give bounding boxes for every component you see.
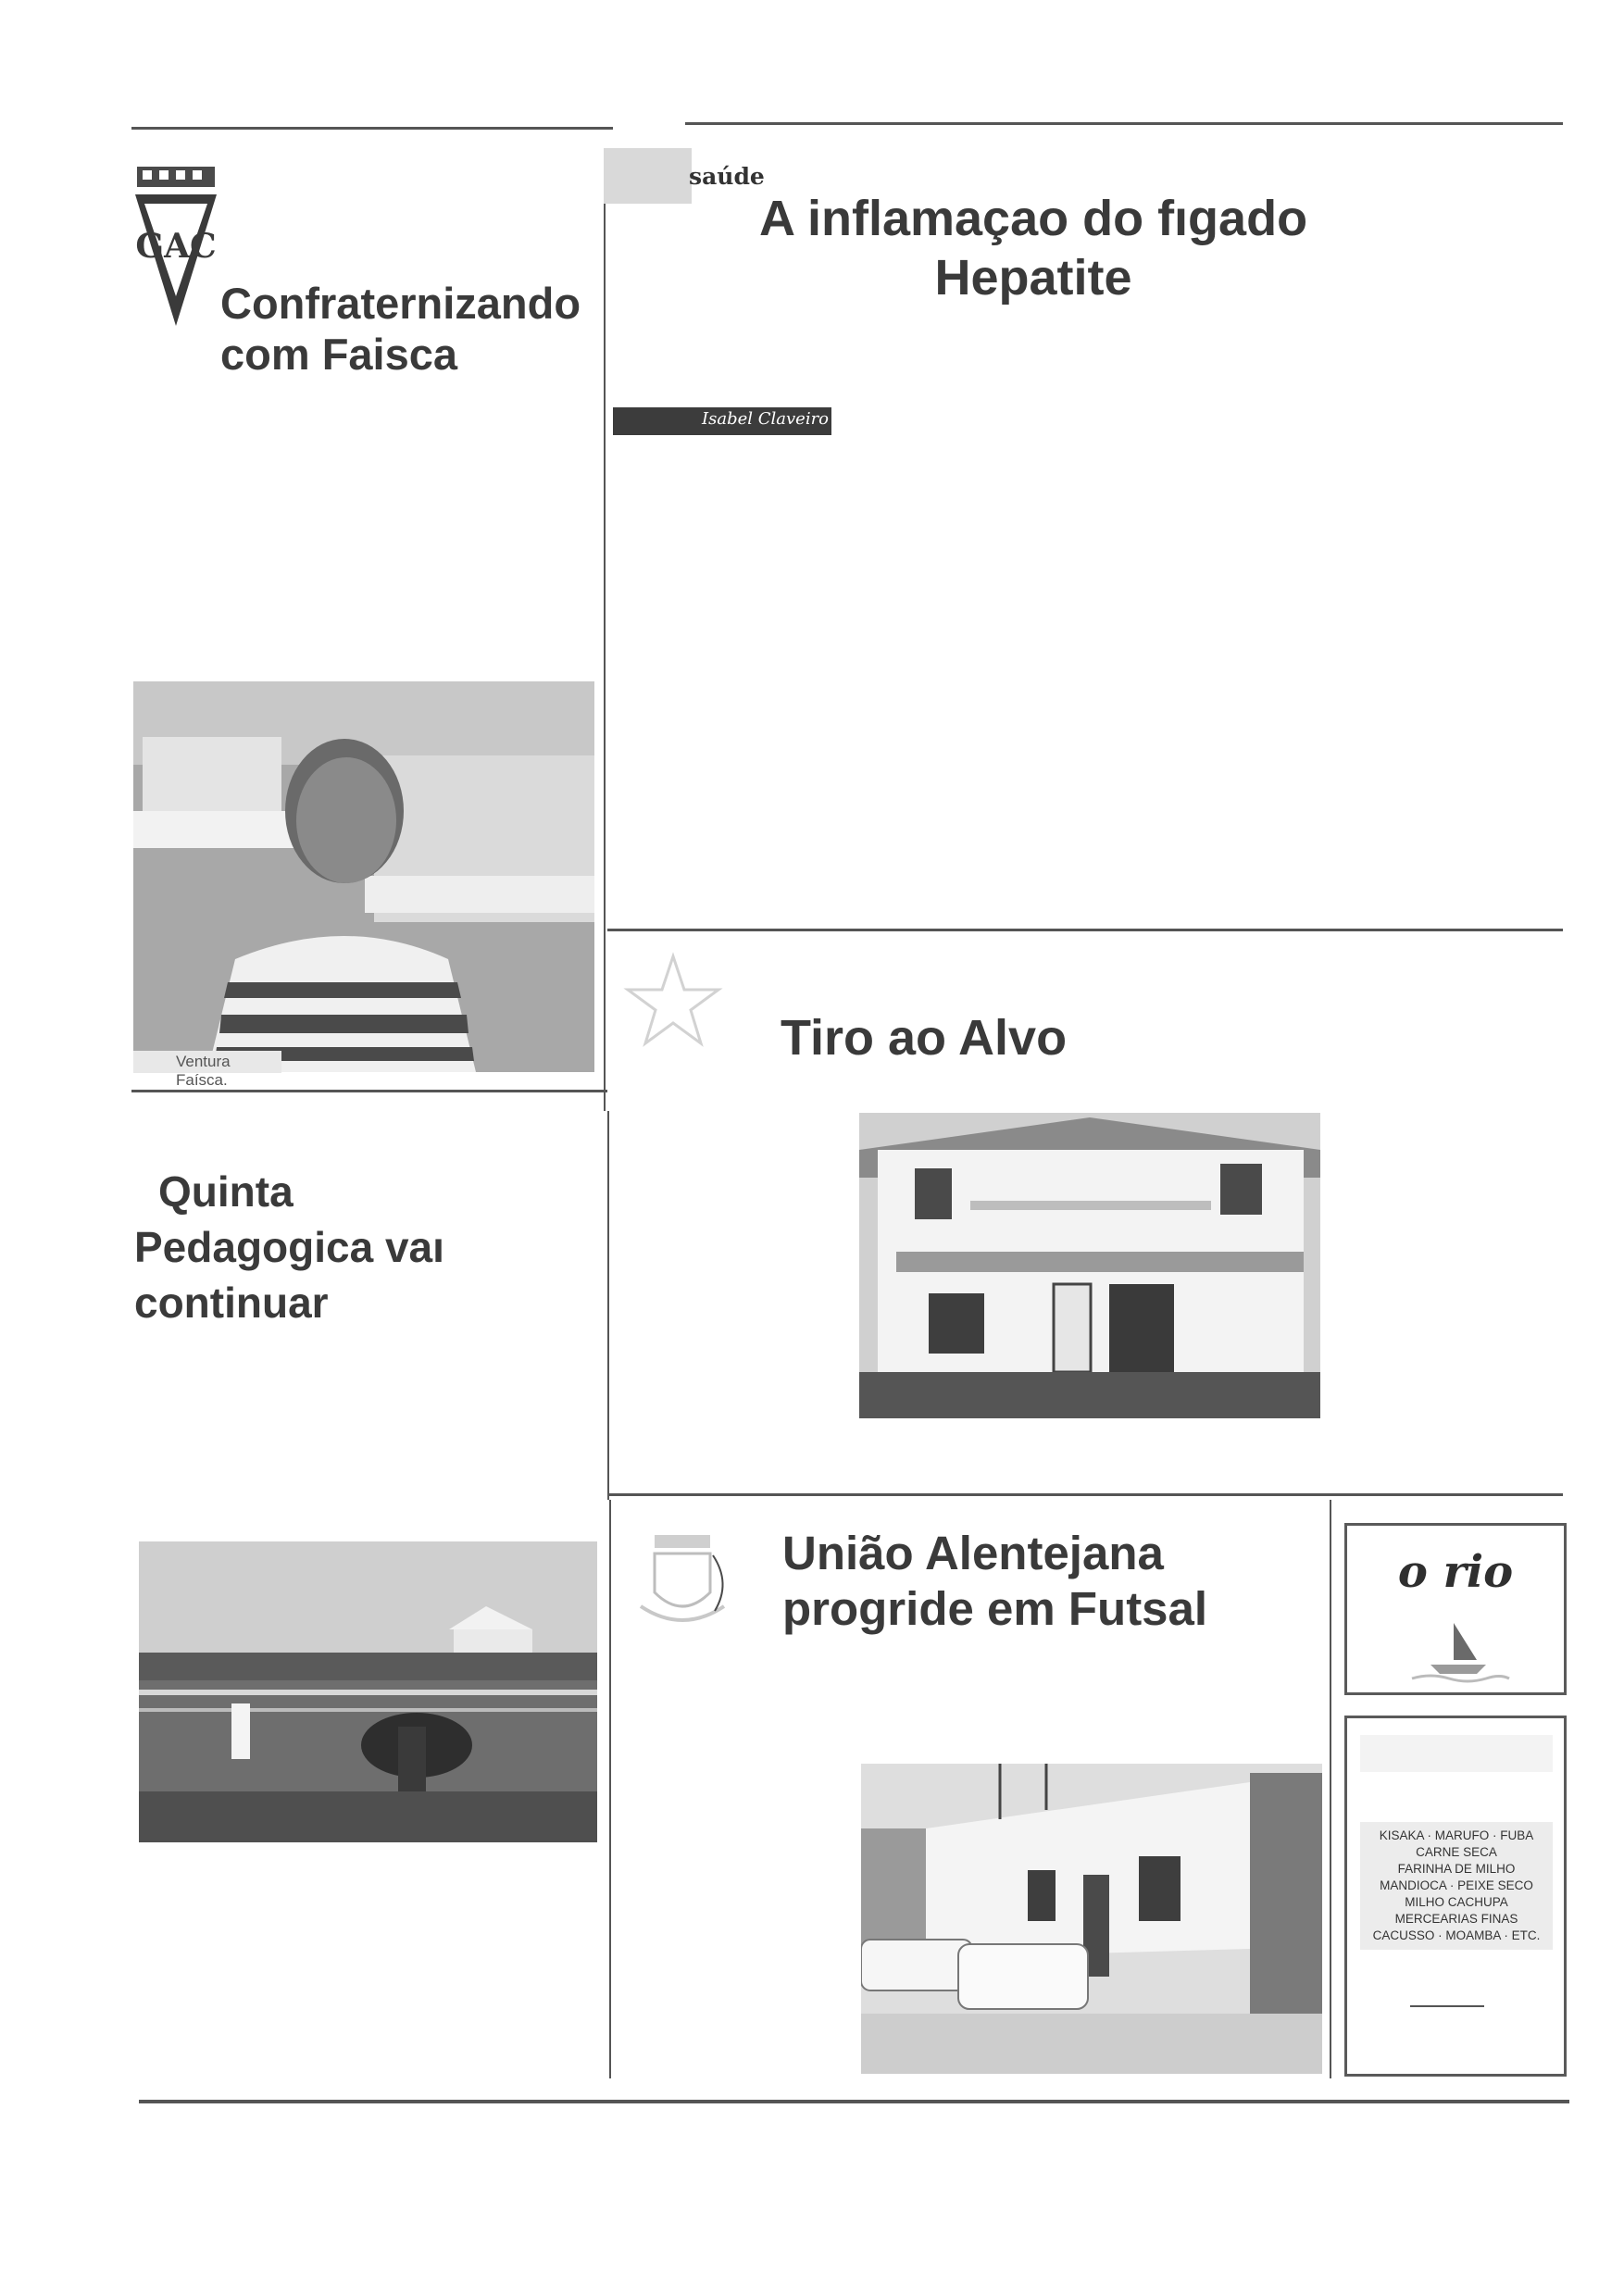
faisca-title-line1: Confraternizando xyxy=(220,279,581,328)
quinta-title-line3: continuar xyxy=(134,1278,329,1327)
quinta-headline xyxy=(134,1165,444,1330)
faisca-title-line2: com Faisca xyxy=(220,330,458,380)
faisca-headline xyxy=(220,278,581,381)
quinta-title-line2: Pedagogica vaı xyxy=(134,1222,444,1271)
product-line: KISAKA · MARUFO · FUBA xyxy=(1379,1828,1534,1842)
svg-text:GAC: GAC xyxy=(135,227,217,266)
product-line: MANDIOCA · PEIXE SECO xyxy=(1380,1878,1533,1892)
product-line: FARINHA DE MILHO xyxy=(1397,1862,1516,1876)
star-emblem-icon xyxy=(622,949,724,1060)
section-rule-hepatite xyxy=(607,929,1563,931)
column-divider-top xyxy=(604,185,606,1111)
products-ad-header xyxy=(1360,1735,1553,1772)
hepatite-title-line2: Hepatite xyxy=(934,249,1132,306)
products-ad-divider xyxy=(1410,2005,1484,2007)
boat-icon xyxy=(1403,1614,1514,1688)
club-crest-logo xyxy=(130,167,222,329)
hepatite-title-line1: A inflamaçao do fıgado xyxy=(759,191,1308,246)
municipal-crest-icon xyxy=(622,1518,743,1639)
product-line: MILHO CACHUPA xyxy=(1405,1895,1508,1909)
uniao-title-line2: progride em Futsal xyxy=(782,1582,1208,1636)
products-ad xyxy=(1344,1716,1567,2077)
orio-ad xyxy=(1344,1523,1567,1695)
uniao-headline xyxy=(782,1526,1207,1637)
column-divider-ads xyxy=(1330,1500,1331,2078)
photo-caption: Ventura Faísca. xyxy=(133,1051,281,1073)
quinta-horses-photo xyxy=(139,1541,597,1842)
top-rule-left xyxy=(131,127,613,130)
product-line: CARNE SECA xyxy=(1416,1845,1497,1859)
hepatite-headline xyxy=(759,190,1307,307)
tiro-headline: Tiro ao Alvo xyxy=(781,1010,1068,1066)
products-list xyxy=(1360,1822,1553,1950)
uniao-building-photo xyxy=(861,1764,1322,2074)
orio-logo: o rio xyxy=(1397,1546,1514,1598)
bottom-rule xyxy=(139,2100,1569,2103)
column-divider-bottom xyxy=(609,1500,611,2078)
uniao-title-line1: União Alentejana xyxy=(782,1527,1164,1579)
author-byline: Isabel Claveiro xyxy=(702,409,830,429)
section-rule-tiro xyxy=(607,1493,1563,1496)
column-divider-mid xyxy=(607,1111,609,1500)
product-line: MERCEARIAS FINAS xyxy=(1394,1912,1518,1926)
club-building-photo xyxy=(859,1113,1320,1418)
section-label: saúde xyxy=(689,163,765,190)
section-rule-faisca xyxy=(131,1090,607,1092)
top-rule-right xyxy=(685,122,1563,125)
saude-section-icon xyxy=(604,148,692,204)
product-line: CACUSSO · MOAMBA · ETC. xyxy=(1372,1928,1541,1942)
ventura-faisca-photo xyxy=(133,681,594,1072)
quinta-title-line1: Quinta xyxy=(158,1167,294,1216)
